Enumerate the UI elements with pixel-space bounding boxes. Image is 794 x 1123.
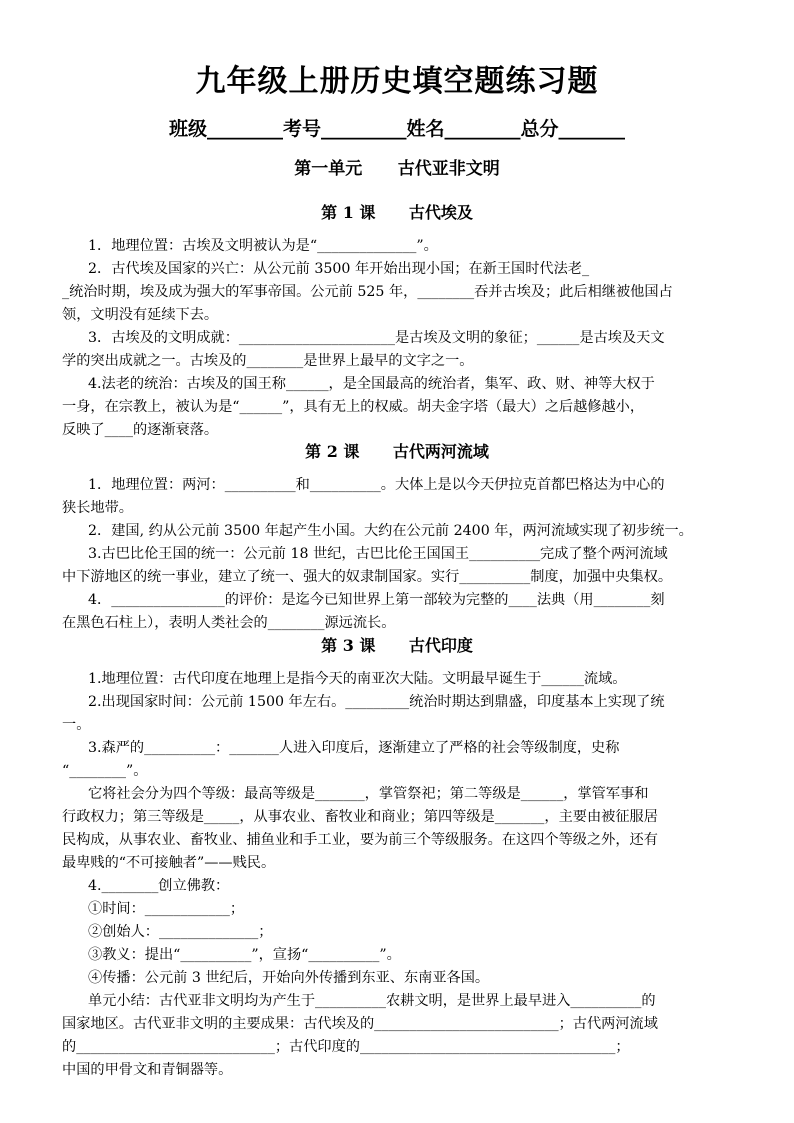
- unit-title: 第一单元 古代亚非文明: [294, 159, 500, 179]
- lesson-2-line: 4．________________的评价：是迄今已知世界上第一部较为完整的____法典（用________刻: [88, 592, 665, 608]
- unit-summary-line: 国家地区。古代亚非文明的主要成果：古代埃及的__________________________；古代两河流域: [62, 1016, 658, 1032]
- lesson-3-line: 1.地理位置：古代印度在地理上是指今天的南亚次大陆。文明最早诞生于______流域。: [88, 671, 627, 687]
- lesson-3-line: 最卑贱的“不可接触者”——贱民。: [62, 855, 276, 871]
- lesson-3-line: 2.出现国家时间：公元前 1500 年左右。_________统治时期达到鼎盛，印度基本上实现了统: [88, 694, 665, 710]
- lesson-1-line: _统治时期，埃及成为强大的军事帝国。公元前 525 年，________吞并古埃及；此后相继被他国占: [62, 284, 673, 300]
- unit-summary-line: 单元小结：古代亚非文明均为产生于__________农耕文明，是世界上最早进入__________的: [88, 993, 656, 1009]
- student-info-line: 班级________考号_________姓名________总分_______: [168, 118, 625, 140]
- lesson-1-line: 学的突出成就之一。古埃及的________是世界上最早的文字之一。: [62, 353, 474, 369]
- document-title: 九年级上册历史填空题练习题: [195, 64, 599, 99]
- unit-summary-line: 中国的甲骨文和青铜器等。: [62, 1062, 233, 1078]
- lesson-3-line: 3.森严的__________：_______人进入印度后，逐渐建立了严格的社会等级制度，史称: [88, 740, 620, 756]
- lesson-1-line: 2．古代埃及国家的兴亡：从公元前 3500 年开始出现小国；在新王国时代法老_: [88, 261, 590, 277]
- lesson-3-line: 4.________创立佛教：: [88, 878, 230, 894]
- lesson-1-line: 领，文明没有延续下去。: [62, 307, 219, 323]
- lesson-3-line: 行政权力；第三等级是_____，从事农业、畜牧业和商业；第四等级是_______，主要由被征服居: [62, 809, 658, 825]
- lesson-3-line: 一。: [62, 717, 91, 733]
- lesson-3-heading: 第 3 课 古代印度: [321, 636, 473, 655]
- lesson-2-line: 2．建国, 约从公元前 3500 年起产生小国。大约在公元前 2400 年，两河流域实现了初步统一。: [88, 523, 693, 539]
- lesson-2-line: 1．地理位置：两河：__________和__________。大体上是以今天伊拉克首都巴格达为中心的: [88, 477, 665, 493]
- lesson-2-line: 3.古巴比伦王国的统一：公元前 18 世纪，古巴比伦王国国王__________完成了整个两河流域: [88, 546, 668, 562]
- lesson-3-line: 民构成，从事农业、畜牧业、捕鱼业和手工业，要为前三个等级服务。在这四个等级之外，还有: [62, 832, 658, 848]
- lesson-1-line: 3．古埃及的文明成就：______________________是古埃及文明的象征；______是古埃及天文: [88, 330, 665, 346]
- lesson-3-line: “________”。: [62, 763, 148, 779]
- lesson-1-line: 一身，在宗教上，被认为是“______”，具有无上的权威。胡夫金字塔（最大）之后越修越小，: [62, 399, 645, 415]
- lesson-1-line: 1．地理位置：古埃及文明被认为是“______________”。: [88, 238, 438, 254]
- lesson-3-line: 它将社会分为四个等级：最高等级是_______，掌管祭祀；第二等级是______，掌管军事和: [88, 786, 649, 802]
- lesson-3-line: ①时间：____________；: [88, 901, 245, 917]
- lesson-1-heading: 第 1 课 古代埃及: [321, 203, 473, 222]
- lesson-2-line: 在黑色石柱上），表明人类社会的________源远流长。: [62, 615, 396, 631]
- lesson-2-line: 狭长地带。: [62, 500, 133, 516]
- lesson-3-line: ②创始人：______________；: [88, 924, 273, 940]
- lesson-1-line: 反映了____的逐渐衰落。: [62, 422, 219, 438]
- lesson-1-line: 4.法老的统治：古埃及的国王称______，是全国最高的统治者，集军、政、财、神等大权于: [88, 376, 655, 392]
- lesson-2-heading: 第 2 课 古代两河流域: [305, 442, 489, 461]
- lesson-3-line: ③教义：提出“__________”，宣扬“__________”。: [88, 947, 401, 963]
- lesson-3-line: ④传播：公元前 3 世纪后，开始向外传播到东亚、东南亚各国。: [88, 970, 490, 986]
- unit-summary-line: 的____________________________；古代印度的____________________________________；: [62, 1039, 630, 1055]
- lesson-2-line: 中下游地区的统一事业，建立了统一、强大的奴隶制国家。实行__________制度，加强中央集权。: [62, 569, 673, 585]
